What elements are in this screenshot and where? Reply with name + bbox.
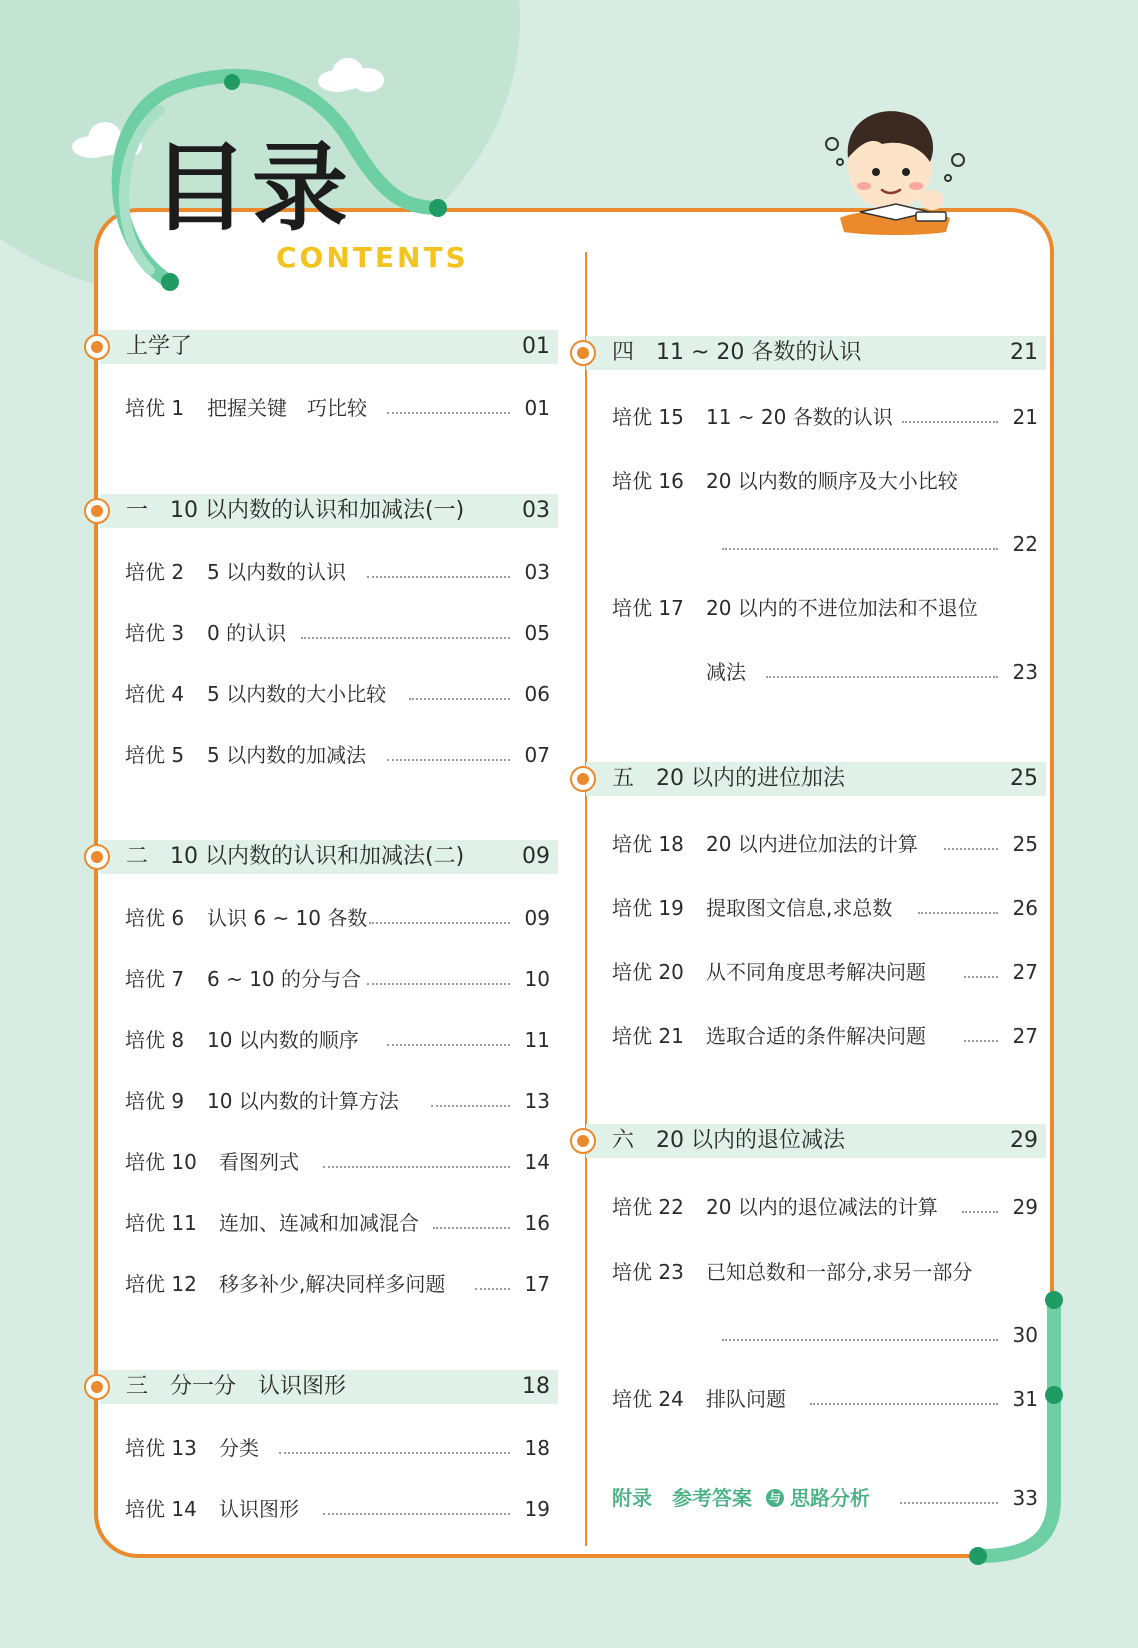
section-title: 二 10 以内数的认识和加减法(二) [126, 844, 465, 869]
entry-tag: 培优 18 [612, 832, 684, 856]
entry-page-number: 13 [524, 1089, 550, 1113]
section-title: 四 11 ~ 20 各数的认识 [612, 340, 862, 365]
section-title: 五 20 以内的进位加法 [612, 766, 845, 791]
entry-tag: 培优 13 [125, 1436, 197, 1460]
entry-title: 从不同角度思考解决问题 [706, 960, 926, 984]
section-bullet-icon [84, 844, 110, 870]
entry-page-number: 21 [1012, 405, 1038, 429]
entry-tag: 培优 2 [125, 560, 185, 584]
section-page-number: 29 [1010, 1128, 1038, 1153]
entry-page-number: 19 [524, 1497, 550, 1521]
dot-leader [279, 1452, 510, 1454]
entry-title: 选取合适的条件解决问题 [706, 1024, 926, 1048]
entry-tag: 培优 17 [612, 596, 684, 620]
boy-reading-illustration [820, 100, 970, 240]
entry-tag: 培优 4 [125, 682, 185, 706]
toc-entry[interactable] [125, 739, 550, 771]
section-header[interactable] [100, 330, 558, 364]
toc-entry[interactable] [612, 1191, 1038, 1223]
section-bullet-icon [570, 340, 596, 366]
dot-leader [323, 1513, 510, 1515]
entry-title: 5 以内数的大小比较 [207, 682, 387, 706]
toc-entry[interactable] [125, 1085, 550, 1117]
dot-leader [387, 759, 510, 761]
appendix-answers-label: 参考答案 [672, 1486, 752, 1510]
entry-tag: 培优 20 [612, 960, 684, 984]
entry-page-number: 26 [1012, 896, 1038, 920]
dot-leader [367, 983, 510, 985]
entry-page-number: 17 [524, 1272, 550, 1296]
entry-tag: 培优 6 [125, 906, 185, 930]
toc-entry[interactable] [612, 592, 1038, 624]
entry-title-continuation: 减法 [706, 660, 746, 684]
dot-leader [409, 698, 510, 700]
entry-page-number: 10 [524, 967, 550, 991]
section-bullet-icon [84, 1374, 110, 1400]
entry-tag: 培优 16 [612, 469, 684, 493]
section-header[interactable] [586, 336, 1046, 370]
toc-entry[interactable] [612, 828, 1038, 860]
dot-leader [301, 637, 510, 639]
entry-tag: 培优 11 [125, 1211, 197, 1235]
entry-tag: 培优 8 [125, 1028, 185, 1052]
entry-title: 提取图文信息,求总数 [706, 896, 893, 920]
page-title: 目录 [152, 132, 352, 244]
dot-leader [810, 1403, 998, 1405]
entry-page-number: 27 [1012, 960, 1038, 984]
entry-page-number: 23 [1012, 660, 1038, 684]
toc-entry[interactable] [612, 1020, 1038, 1052]
toc-entry[interactable] [125, 556, 550, 588]
entry-title: 20 以内的不进位加法和不退位 [706, 596, 978, 620]
section-bullet-icon [84, 498, 110, 524]
appendix-joiner-badge: 与 [766, 1489, 784, 1507]
dot-leader [964, 1040, 998, 1042]
section-title: 三 分一分 认识图形 [126, 1374, 347, 1399]
toc-entry[interactable] [612, 892, 1038, 924]
entry-title: 10 以内数的顺序 [207, 1028, 359, 1052]
section-header[interactable] [586, 1124, 1046, 1158]
entry-page-number: 05 [524, 621, 550, 645]
entry-tag: 培优 9 [125, 1089, 185, 1113]
section-page-number: 09 [522, 844, 550, 869]
section-page-number: 03 [522, 498, 550, 523]
toc-entry[interactable] [125, 902, 550, 934]
dot-leader [964, 976, 998, 978]
dot-leader [766, 676, 998, 678]
section-page-number: 18 [522, 1374, 550, 1399]
toc-entry[interactable] [612, 401, 1038, 433]
dot-leader [431, 1105, 510, 1107]
toc-entry[interactable] [125, 678, 550, 710]
entry-tag: 培优 23 [612, 1260, 684, 1284]
entry-page-number: 09 [524, 906, 550, 930]
entry-page-number: 18 [524, 1436, 550, 1460]
entry-tag: 培优 12 [125, 1272, 197, 1296]
entry-tag: 培优 22 [612, 1195, 684, 1219]
entry-title: 6 ~ 10 的分与合 [207, 967, 362, 991]
dot-leader [722, 1339, 998, 1341]
toc-entry-continuation[interactable] [612, 1319, 1038, 1351]
toc-entry[interactable] [125, 617, 550, 649]
entry-tag: 培优 15 [612, 405, 684, 429]
entry-title: 认识 6 ~ 10 各数 [207, 906, 368, 930]
section-page-number: 01 [522, 334, 550, 359]
dot-leader [475, 1288, 510, 1290]
entry-page-number: 03 [524, 560, 550, 584]
column-divider [585, 252, 587, 1546]
entry-page-number: 31 [1012, 1387, 1038, 1411]
entry-page-number: 06 [524, 682, 550, 706]
entry-page-number: 14 [524, 1150, 550, 1174]
entry-page-number: 07 [524, 743, 550, 767]
toc-entry[interactable] [125, 1493, 550, 1525]
section-bullet-icon [84, 334, 110, 360]
dot-leader [367, 576, 510, 578]
dot-leader [369, 922, 510, 924]
dot-leader [323, 1166, 510, 1168]
appendix-analysis-label: 思路分析 [790, 1486, 870, 1510]
toc-entry[interactable] [125, 963, 550, 995]
cloud-left [72, 122, 142, 158]
appendix-entry[interactable] [612, 1482, 1038, 1514]
dot-leader [722, 548, 998, 550]
section-page-number: 25 [1010, 766, 1038, 791]
toc-entry-continuation[interactable] [612, 528, 1038, 560]
entry-title: 20 以内数的顺序及大小比较 [706, 469, 958, 493]
entry-title: 已知总数和一部分,求另一部分 [706, 1260, 973, 1284]
entry-tag: 培优 10 [125, 1150, 197, 1174]
toc-entry[interactable] [612, 956, 1038, 988]
entry-page-number: 01 [524, 396, 550, 420]
entry-page-number: 30 [1012, 1323, 1038, 1347]
entry-page-number: 16 [524, 1211, 550, 1235]
entry-page-number: 29 [1012, 1195, 1038, 1219]
toc-entry-continuation[interactable] [612, 656, 1038, 688]
toc-entry[interactable] [125, 1024, 550, 1056]
section-title: 六 20 以内的退位减法 [612, 1128, 845, 1153]
section-title: 一 10 以内数的认识和加减法(一) [126, 498, 465, 523]
toc-entry[interactable] [125, 1268, 550, 1300]
entry-tag: 培优 24 [612, 1387, 684, 1411]
entry-title: 20 以内进位加法的计算 [706, 832, 918, 856]
section-header[interactable] [100, 1370, 558, 1404]
dot-leader [433, 1227, 510, 1229]
entry-title: 连加、连减和加减混合 [219, 1211, 419, 1235]
dot-leader [900, 1502, 998, 1504]
entry-tag: 培优 19 [612, 896, 684, 920]
entry-title: 移多补少,解决同样多问题 [219, 1272, 446, 1296]
entry-tag: 培优 14 [125, 1497, 197, 1521]
entry-page-number: 22 [1012, 532, 1038, 556]
cloud-right [318, 58, 384, 92]
entry-title: 0 的认识 [207, 621, 287, 645]
toc-entry[interactable] [612, 1256, 1038, 1288]
toc-entry[interactable] [125, 1146, 550, 1178]
section-title: 上学了 [126, 334, 193, 359]
entry-tag: 培优 5 [125, 743, 185, 767]
entry-tag: 培优 7 [125, 967, 185, 991]
section-page-number: 21 [1010, 340, 1038, 365]
entry-tag: 培优 21 [612, 1024, 684, 1048]
dot-leader [387, 412, 510, 414]
entry-title: 排队问题 [706, 1387, 786, 1411]
section-bullet-icon [570, 766, 596, 792]
dot-leader [918, 912, 998, 914]
entry-title: 5 以内数的认识 [207, 560, 347, 584]
entry-page-number: 27 [1012, 1024, 1038, 1048]
toc-entry[interactable] [125, 1432, 550, 1464]
entry-title: 分类 [219, 1436, 259, 1460]
entry-tag: 培优 3 [125, 621, 185, 645]
entry-page-number: 11 [524, 1028, 550, 1052]
appendix-page-number: 33 [1012, 1486, 1038, 1510]
dot-leader [944, 848, 998, 850]
toc-entry[interactable] [125, 392, 550, 424]
toc-entry[interactable] [612, 465, 1038, 497]
entry-page-number: 25 [1012, 832, 1038, 856]
dot-leader [902, 421, 998, 423]
section-header[interactable] [100, 494, 558, 528]
dot-leader [387, 1044, 510, 1046]
entry-title: 看图列式 [219, 1150, 299, 1174]
section-header[interactable] [100, 840, 558, 874]
toc-entry[interactable] [125, 1207, 550, 1239]
toc-entry[interactable] [612, 1383, 1038, 1415]
entry-title: 把握关键 巧比较 [207, 396, 367, 420]
entry-title: 11 ~ 20 各数的认识 [706, 405, 893, 429]
entry-title: 5 以内数的加减法 [207, 743, 367, 767]
page-subtitle: CONTENTS [276, 241, 469, 274]
dot-leader [962, 1211, 998, 1213]
appendix-label: 附录 [612, 1486, 652, 1510]
section-header[interactable] [586, 762, 1046, 796]
entry-title: 认识图形 [219, 1497, 299, 1521]
entry-tag: 培优 1 [125, 396, 185, 420]
entry-title: 20 以内的退位减法的计算 [706, 1195, 938, 1219]
entry-title: 10 以内数的计算方法 [207, 1089, 399, 1113]
section-bullet-icon [570, 1128, 596, 1154]
